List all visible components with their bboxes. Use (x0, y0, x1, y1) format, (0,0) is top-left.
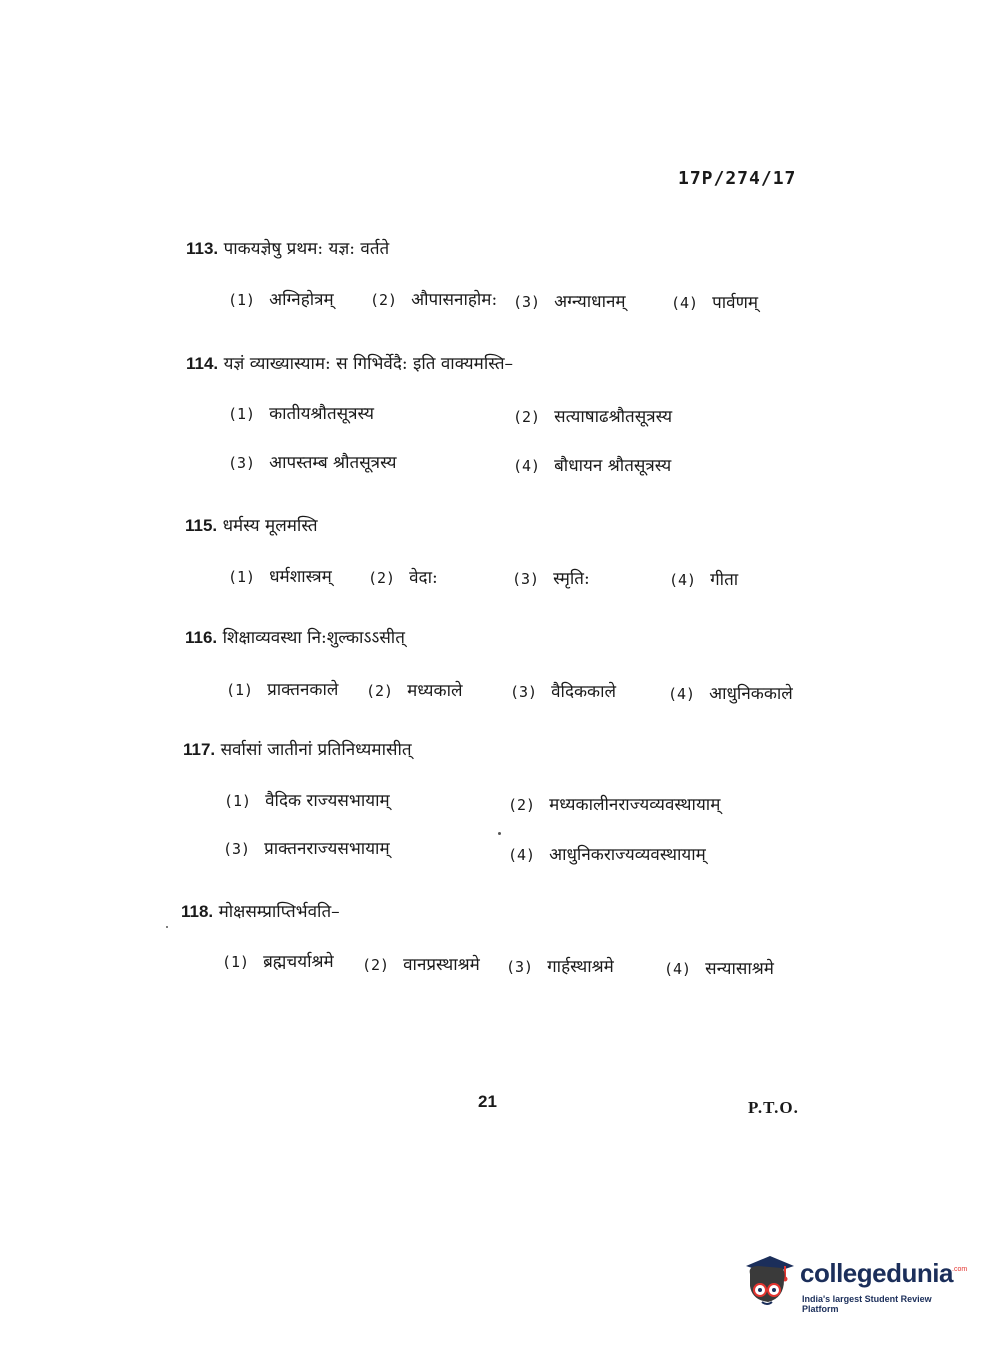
option-text: ब्रह्मचर्याश्रमे (263, 952, 334, 972)
option-number: (4) (671, 294, 699, 312)
option-number: (1) (228, 405, 256, 423)
question-number: 114. (186, 354, 219, 373)
option-text: मध्यकालीनराज्यव्यवस्थायाम् (549, 795, 721, 815)
option-number: (2) (366, 682, 394, 700)
option-text: औपासनाहोम: (411, 290, 498, 310)
option-113-1 (228, 287, 334, 310)
question-number: 117. (183, 740, 216, 759)
option-text: गीता (710, 570, 739, 590)
option-number: (3) (513, 293, 541, 311)
option-number: (4) (664, 960, 692, 978)
question-stem (185, 513, 318, 536)
option-text: प्राक्तनकाले (267, 680, 339, 700)
option-number: (1) (226, 681, 254, 699)
paper-code: 17P/274/17 (678, 168, 797, 189)
option-number: (3) (512, 570, 540, 588)
option-text: धर्मशास्त्रम् (269, 567, 332, 587)
option-116-1 (226, 677, 338, 700)
option-115-3 (512, 566, 590, 589)
option-118-2 (362, 952, 480, 975)
option-text: वैदिककाले (551, 682, 617, 702)
option-118-3 (506, 954, 614, 977)
option-117-3 (223, 836, 390, 859)
question-stem (186, 236, 389, 259)
option-116-3 (510, 679, 616, 702)
option-number: (3) (228, 454, 256, 472)
brand-tagline: India's largest Student Review Platform (802, 1294, 932, 1314)
option-117-4 (508, 842, 706, 865)
scan-speck (166, 926, 168, 928)
question-118 (0, 899, 1001, 929)
option-118-1 (222, 949, 334, 972)
question-text: धर्मस्य मूलमस्ति (222, 516, 318, 536)
question-text: पाकयज्ञेषु प्रथम: यज्ञ: वर्तते (223, 239, 390, 259)
question-text: मोक्षसम्प्राप्तिर्भवति– (218, 902, 340, 922)
question-116 (0, 625, 1001, 655)
option-text: अग्न्याधानम् (554, 292, 626, 312)
option-114-1 (228, 401, 374, 424)
option-text: आपस्तम्ब श्रौतसूत्रस्य (269, 453, 397, 473)
question-113 (0, 236, 1001, 266)
option-text: वेदा: (409, 568, 438, 588)
option-number: (1) (228, 568, 256, 586)
option-text: कातीयश्रौतसूत्रस्य (269, 404, 374, 424)
option-text: पार्वणम् (712, 293, 759, 313)
question-text: शिक्षाव्यवस्था नि:शुल्काऽऽसीत् (222, 628, 405, 648)
option-number: (1) (222, 953, 250, 971)
mascot-icon (740, 1252, 798, 1314)
option-117-2 (508, 792, 720, 815)
question-number: 116. (185, 628, 218, 647)
brand-domain-suffix: .com (952, 1266, 968, 1273)
option-text: मध्यकाले (407, 681, 463, 701)
question-text: सर्वासां जातीनां प्रतिनिध्यमासीत् (220, 740, 412, 760)
scan-speck (498, 832, 501, 835)
option-text: प्राक्तनराज्यसभायाम् (264, 839, 390, 859)
option-text: वानप्रस्थाश्रमे (403, 955, 480, 975)
option-number: (1) (224, 792, 252, 810)
option-113-2 (370, 287, 497, 310)
option-115-2 (368, 565, 438, 588)
option-number: (4) (669, 571, 697, 589)
question-117 (0, 737, 1001, 767)
option-number: (2) (368, 569, 396, 587)
question-stem (181, 899, 340, 922)
pto-label: P.T.O. (748, 1098, 799, 1117)
option-number: (2) (513, 408, 541, 426)
option-text: आधुनिककाले (709, 684, 793, 704)
question-114 (0, 351, 1001, 381)
option-118-4 (664, 956, 774, 979)
option-text: सन्यासाश्रमे (705, 959, 774, 979)
option-text: सत्याषाढश्रौतसूत्रस्य (554, 407, 673, 427)
option-number: (1) (228, 291, 256, 309)
question-number: 115. (185, 516, 218, 535)
question-number: 118. (181, 902, 214, 921)
option-116-2 (366, 678, 463, 701)
option-text: गार्हस्थाश्रमे (547, 957, 614, 977)
option-115-4 (669, 567, 738, 590)
option-number: (4) (508, 846, 536, 864)
brand-name: collegedunia (800, 1258, 953, 1288)
option-115-1 (228, 564, 332, 587)
question-stem (183, 737, 412, 760)
option-text: आधुनिकराज्यव्यवस्थायाम् (549, 845, 706, 865)
option-number: (3) (223, 840, 251, 858)
option-text: स्मृति: (553, 569, 590, 589)
option-number: (2) (370, 291, 398, 309)
option-text: वैदिक राज्यसभायाम् (265, 791, 390, 811)
option-113-4 (671, 290, 758, 313)
option-number: (3) (510, 683, 538, 701)
option-114-2 (513, 404, 672, 427)
question-stem (186, 351, 513, 374)
question-number: 113. (186, 239, 219, 258)
option-number: (4) (513, 457, 541, 475)
option-number: (4) (668, 685, 696, 703)
option-113-3 (513, 289, 626, 312)
option-number: (2) (362, 956, 390, 974)
option-number: (2) (508, 796, 536, 814)
option-114-3 (228, 450, 397, 473)
option-116-4 (668, 681, 793, 704)
option-117-1 (224, 788, 390, 811)
option-114-4 (513, 453, 671, 476)
collegedunia-logo (740, 1248, 970, 1320)
page-number: 21 (478, 1092, 497, 1111)
question-text: यज्ञं व्याख्यास्याम: स गिभिर्वेदै: इति वाक्यमस्ति– (223, 354, 514, 374)
option-text: बौधायन श्रौतसूत्रस्य (554, 456, 672, 476)
option-text: अग्निहोत्रम् (269, 290, 334, 310)
question-115 (0, 513, 1001, 543)
option-number: (3) (506, 958, 534, 976)
question-stem (185, 625, 405, 648)
